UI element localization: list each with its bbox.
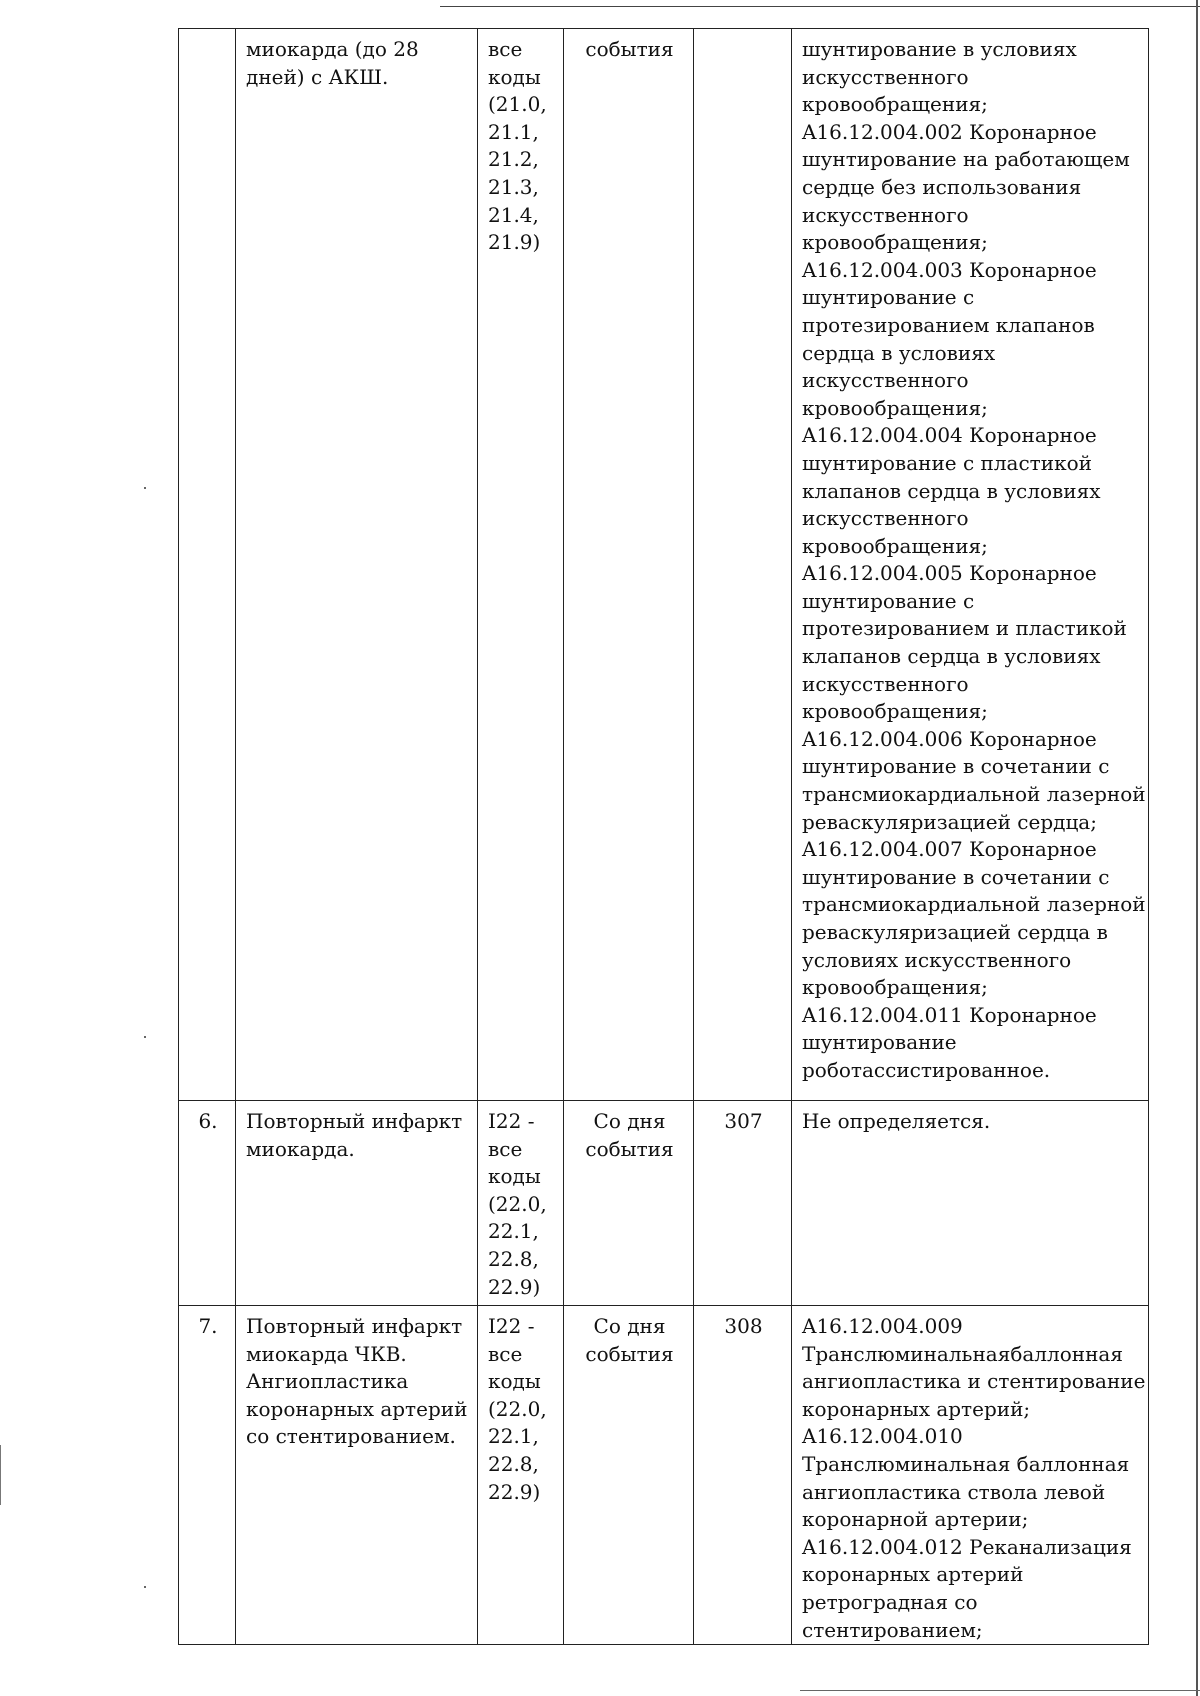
icd-code-line: I22 -: [488, 1109, 535, 1133]
margin-dot: [144, 1036, 146, 1038]
intervention-line: шунтирование в сочетании с: [802, 754, 1110, 779]
intervention-line: кровообращения;: [802, 92, 988, 117]
margin-mark: [0, 1445, 1, 1505]
icd-code-cell: [478, 29, 564, 1101]
intervention-line: кровообращения;: [802, 230, 988, 255]
icd-code-line: (21.0,: [488, 92, 547, 117]
icd-code-line: все: [488, 1136, 523, 1161]
intervention-line: A16.12.004.002 Коронарное: [802, 119, 1097, 144]
intervention-cell: [792, 1306, 1149, 1645]
intervention-line: ретроградная со: [802, 1589, 978, 1614]
icd-code-line: все: [488, 1341, 523, 1366]
intervention-line: A16.12.004.003 Коронарное: [802, 257, 1097, 282]
intervention-line: A16.12.004.005 Коронарное: [802, 561, 1097, 586]
intervention-line: стентированием;: [802, 1617, 983, 1642]
intervention-line: роботассистированное.: [802, 1057, 1051, 1082]
group-id-cell: 308: [694, 1306, 792, 1645]
intervention-line: искусственного: [802, 368, 969, 393]
diagnosis-name-cell: Повторный инфаркт миокарда ЧКВ. Ангиопластика коронарных артерий со стентированием.: [236, 1306, 478, 1645]
intervention-line: A16.12.004.011 Коронарное: [802, 1002, 1097, 1027]
icd-code-lines: [488, 36, 555, 257]
diagnosis-name-cell: миокарда (до 28 дней) с АКШ.: [236, 29, 478, 1101]
icd-code-line: 21.4,: [488, 202, 539, 227]
icd-code-line: 21.1,: [488, 119, 539, 144]
intervention-line: условиях искусственного: [802, 947, 1072, 972]
intervention-line: искусственного: [802, 64, 969, 89]
intervention-line: искусственного: [802, 202, 969, 227]
intervention-line: A16.12.004.004 Коронарное: [802, 423, 1097, 448]
intervention-line: шунтирование с пластикой: [802, 450, 1092, 475]
icd-code-line: коды: [488, 1164, 541, 1189]
margin-dot: [144, 487, 146, 489]
table-row: [179, 1306, 1149, 1645]
margin-dot: [144, 1586, 146, 1588]
icd-code-line: 22.1,: [488, 1424, 539, 1449]
icd-code-line: 21.2,: [488, 147, 539, 172]
intervention-line: Транслюминальнаябаллонная: [802, 1341, 1123, 1366]
intervention-line: кровообращения;: [802, 533, 988, 558]
diagnosis-name-cell: Повторный инфаркт миокарда.: [236, 1101, 478, 1306]
intervention-lines: [802, 36, 1146, 1085]
intervention-line: A16.12.004.007 Коронарное: [802, 837, 1097, 862]
intervention-line: трансмиокардиальной лазерной: [802, 782, 1146, 807]
intervention-line: шунтирование с: [802, 285, 975, 310]
icd-code-line: все: [488, 37, 523, 61]
intervention-line: A16.12.004.012 Реканализация: [802, 1534, 1132, 1559]
page-bottom-line: [800, 1690, 1200, 1691]
intervention-line: клапанов сердца в условиях: [802, 478, 1101, 503]
intervention-line: шунтирование с: [802, 588, 975, 613]
intervention-lines: [802, 1313, 1146, 1644]
icd-code-line: 21.3,: [488, 174, 539, 199]
icd-code-lines: [488, 1313, 555, 1506]
codes-table: [178, 28, 1149, 1645]
intervention-line: A16.12.004.006 Коронарное: [802, 726, 1097, 751]
intervention-line: Транслюминальная баллонная: [802, 1451, 1130, 1476]
intervention-lines: [802, 1108, 1140, 1136]
icd-code-lines: [488, 1108, 555, 1301]
group-id-cell: [694, 29, 792, 1101]
intervention-line: шунтирование на работающем: [802, 147, 1130, 172]
row-number-cell: 6.: [179, 1101, 236, 1306]
icd-code-cell: [478, 1101, 564, 1306]
intervention-line: A16.12.004.010: [802, 1424, 963, 1449]
intervention-line: Не определяется.: [802, 1109, 991, 1133]
intervention-line: коронарной артерии;: [802, 1507, 1029, 1532]
period-cell: события: [564, 29, 694, 1101]
icd-code-line: (22.0,: [488, 1191, 547, 1216]
intervention-line: ангиопластика ствола левой: [802, 1479, 1106, 1504]
intervention-line: шунтирование: [802, 1030, 957, 1055]
intervention-line: сердце без использования: [802, 174, 1082, 199]
icd-code-line: коды: [488, 64, 541, 89]
page-right-edge: [1196, 0, 1198, 1696]
intervention-line: шунтирование в сочетании с: [802, 864, 1110, 889]
icd-code-line: 22.8,: [488, 1451, 539, 1476]
period-cell: Со дня события: [564, 1306, 694, 1645]
row-number-cell: 7.: [179, 1306, 236, 1645]
intervention-line: реваскуляризацией сердца в: [802, 920, 1108, 944]
intervention-line: протезированием и пластикой: [802, 616, 1127, 641]
intervention-line: протезированием клапанов: [802, 312, 1095, 337]
icd-code-line: 22.8,: [488, 1246, 539, 1271]
intervention-line: ангиопластика и стентирование: [802, 1369, 1146, 1394]
row-number-cell: [179, 29, 236, 1101]
intervention-line: кровообращения;: [802, 975, 988, 1000]
icd-code-cell: [478, 1306, 564, 1645]
intervention-cell: [792, 1101, 1149, 1306]
intervention-line: клапанов сердца в условиях: [802, 644, 1101, 669]
table-row: [179, 1101, 1149, 1306]
table-row: [179, 29, 1149, 1101]
icd-code-line: 21.9): [488, 230, 541, 255]
icd-code-line: I22 -: [488, 1314, 535, 1338]
intervention-line: реваскуляризацией сердца;: [802, 809, 1097, 834]
intervention-line: искусственного: [802, 671, 969, 696]
intervention-line: кровообращения;: [802, 699, 988, 724]
intervention-line: коронарных артерий;: [802, 1396, 1031, 1421]
icd-code-line: (22.0,: [488, 1396, 547, 1421]
icd-code-line: коды: [488, 1369, 541, 1394]
intervention-line: A16.12.004.009: [802, 1314, 963, 1338]
period-cell: Со дня события: [564, 1101, 694, 1306]
intervention-line: трансмиокардиальной лазерной: [802, 892, 1146, 917]
group-id-cell: 307: [694, 1101, 792, 1306]
intervention-line: коронарных артерий: [802, 1562, 1024, 1587]
intervention-cell: [792, 29, 1149, 1101]
intervention-line: сердца в условиях: [802, 340, 996, 365]
intervention-line: искусственного: [802, 506, 969, 531]
icd-code-line: 22.9): [488, 1274, 541, 1299]
icd-code-line: 22.1,: [488, 1219, 539, 1244]
page-top-line: [440, 6, 1200, 7]
icd-code-line: 22.9): [488, 1479, 541, 1504]
intervention-line: шунтирование в условиях: [802, 37, 1077, 61]
intervention-line: кровообращения;: [802, 395, 988, 420]
